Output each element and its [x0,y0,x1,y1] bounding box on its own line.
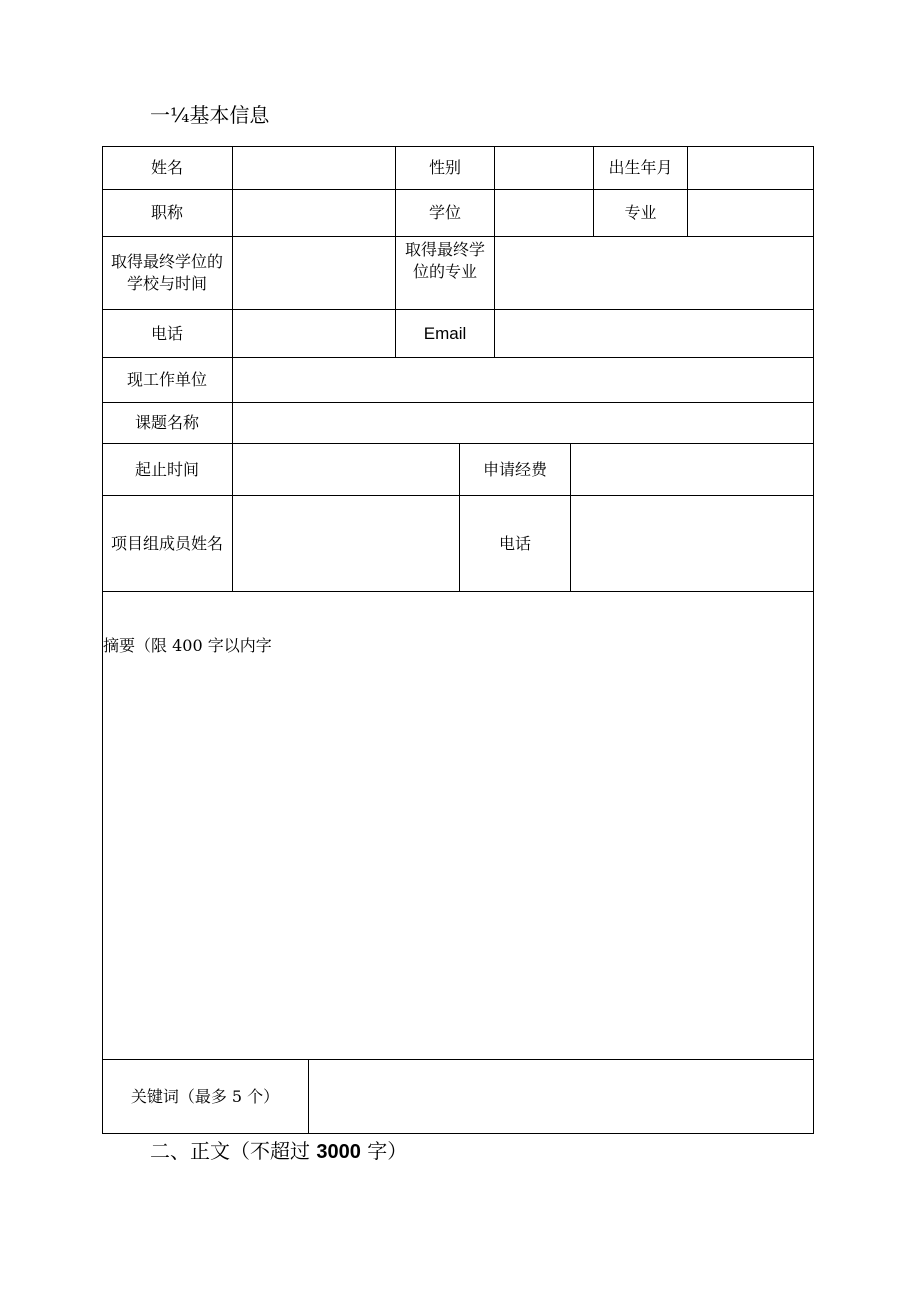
workplace-label: 现工作单位 [126,370,207,389]
section-2-number: 3000 [316,1141,361,1163]
title-field[interactable] [233,190,395,236]
title-label: 职称 [150,203,183,222]
gender-label: 性别 [428,157,461,177]
abstract-field[interactable] [103,662,813,1058]
degree-major-label: 取得最终学位的专业 [404,240,485,281]
major-field[interactable] [688,190,813,236]
workplace-field[interactable] [233,358,813,402]
birth-field[interactable] [688,147,813,189]
degree-field[interactable] [495,190,593,236]
name-field[interactable] [233,147,395,189]
members-label: 项目组成员姓名 [110,533,223,553]
email-label: Email [423,323,467,343]
degree-label: 学位 [428,203,461,222]
birth-label: 出生年月 [608,157,673,177]
phone-field[interactable] [233,310,395,357]
school-time-label: 取得最终学位的学校与时间 [110,252,223,293]
degree-major-field[interactable] [495,237,813,309]
members-phone-label: 电话 [498,533,531,553]
section-2-suffix: 字） [360,1139,408,1163]
members-field[interactable] [233,496,459,591]
project-name-label: 课题名称 [134,413,199,432]
email-field[interactable] [495,310,813,357]
phone-label: 电话 [150,323,183,343]
gender-field[interactable] [495,147,593,189]
period-field[interactable] [233,444,459,495]
funding-label: 申请经费 [482,459,547,479]
period-label: 起止时间 [134,459,199,479]
name-label: 姓名 [150,157,183,177]
keywords-label: 关键词（最多 5 个） [130,1086,280,1106]
school-time-field[interactable] [233,237,395,309]
funding-field[interactable] [571,444,813,495]
major-label: 专业 [624,203,657,222]
section-2-title [150,1135,407,1164]
abstract-label: 摘要（限 400 字以内字 [103,636,272,655]
members-phone-field[interactable] [571,496,813,591]
keywords-field[interactable] [309,1060,813,1133]
section-1-title: 一¼基本信息 [150,103,270,127]
application-form [102,146,814,1134]
project-name-field[interactable] [233,403,813,443]
section-2-prefix: 二、正文（不超过 [150,1139,317,1163]
